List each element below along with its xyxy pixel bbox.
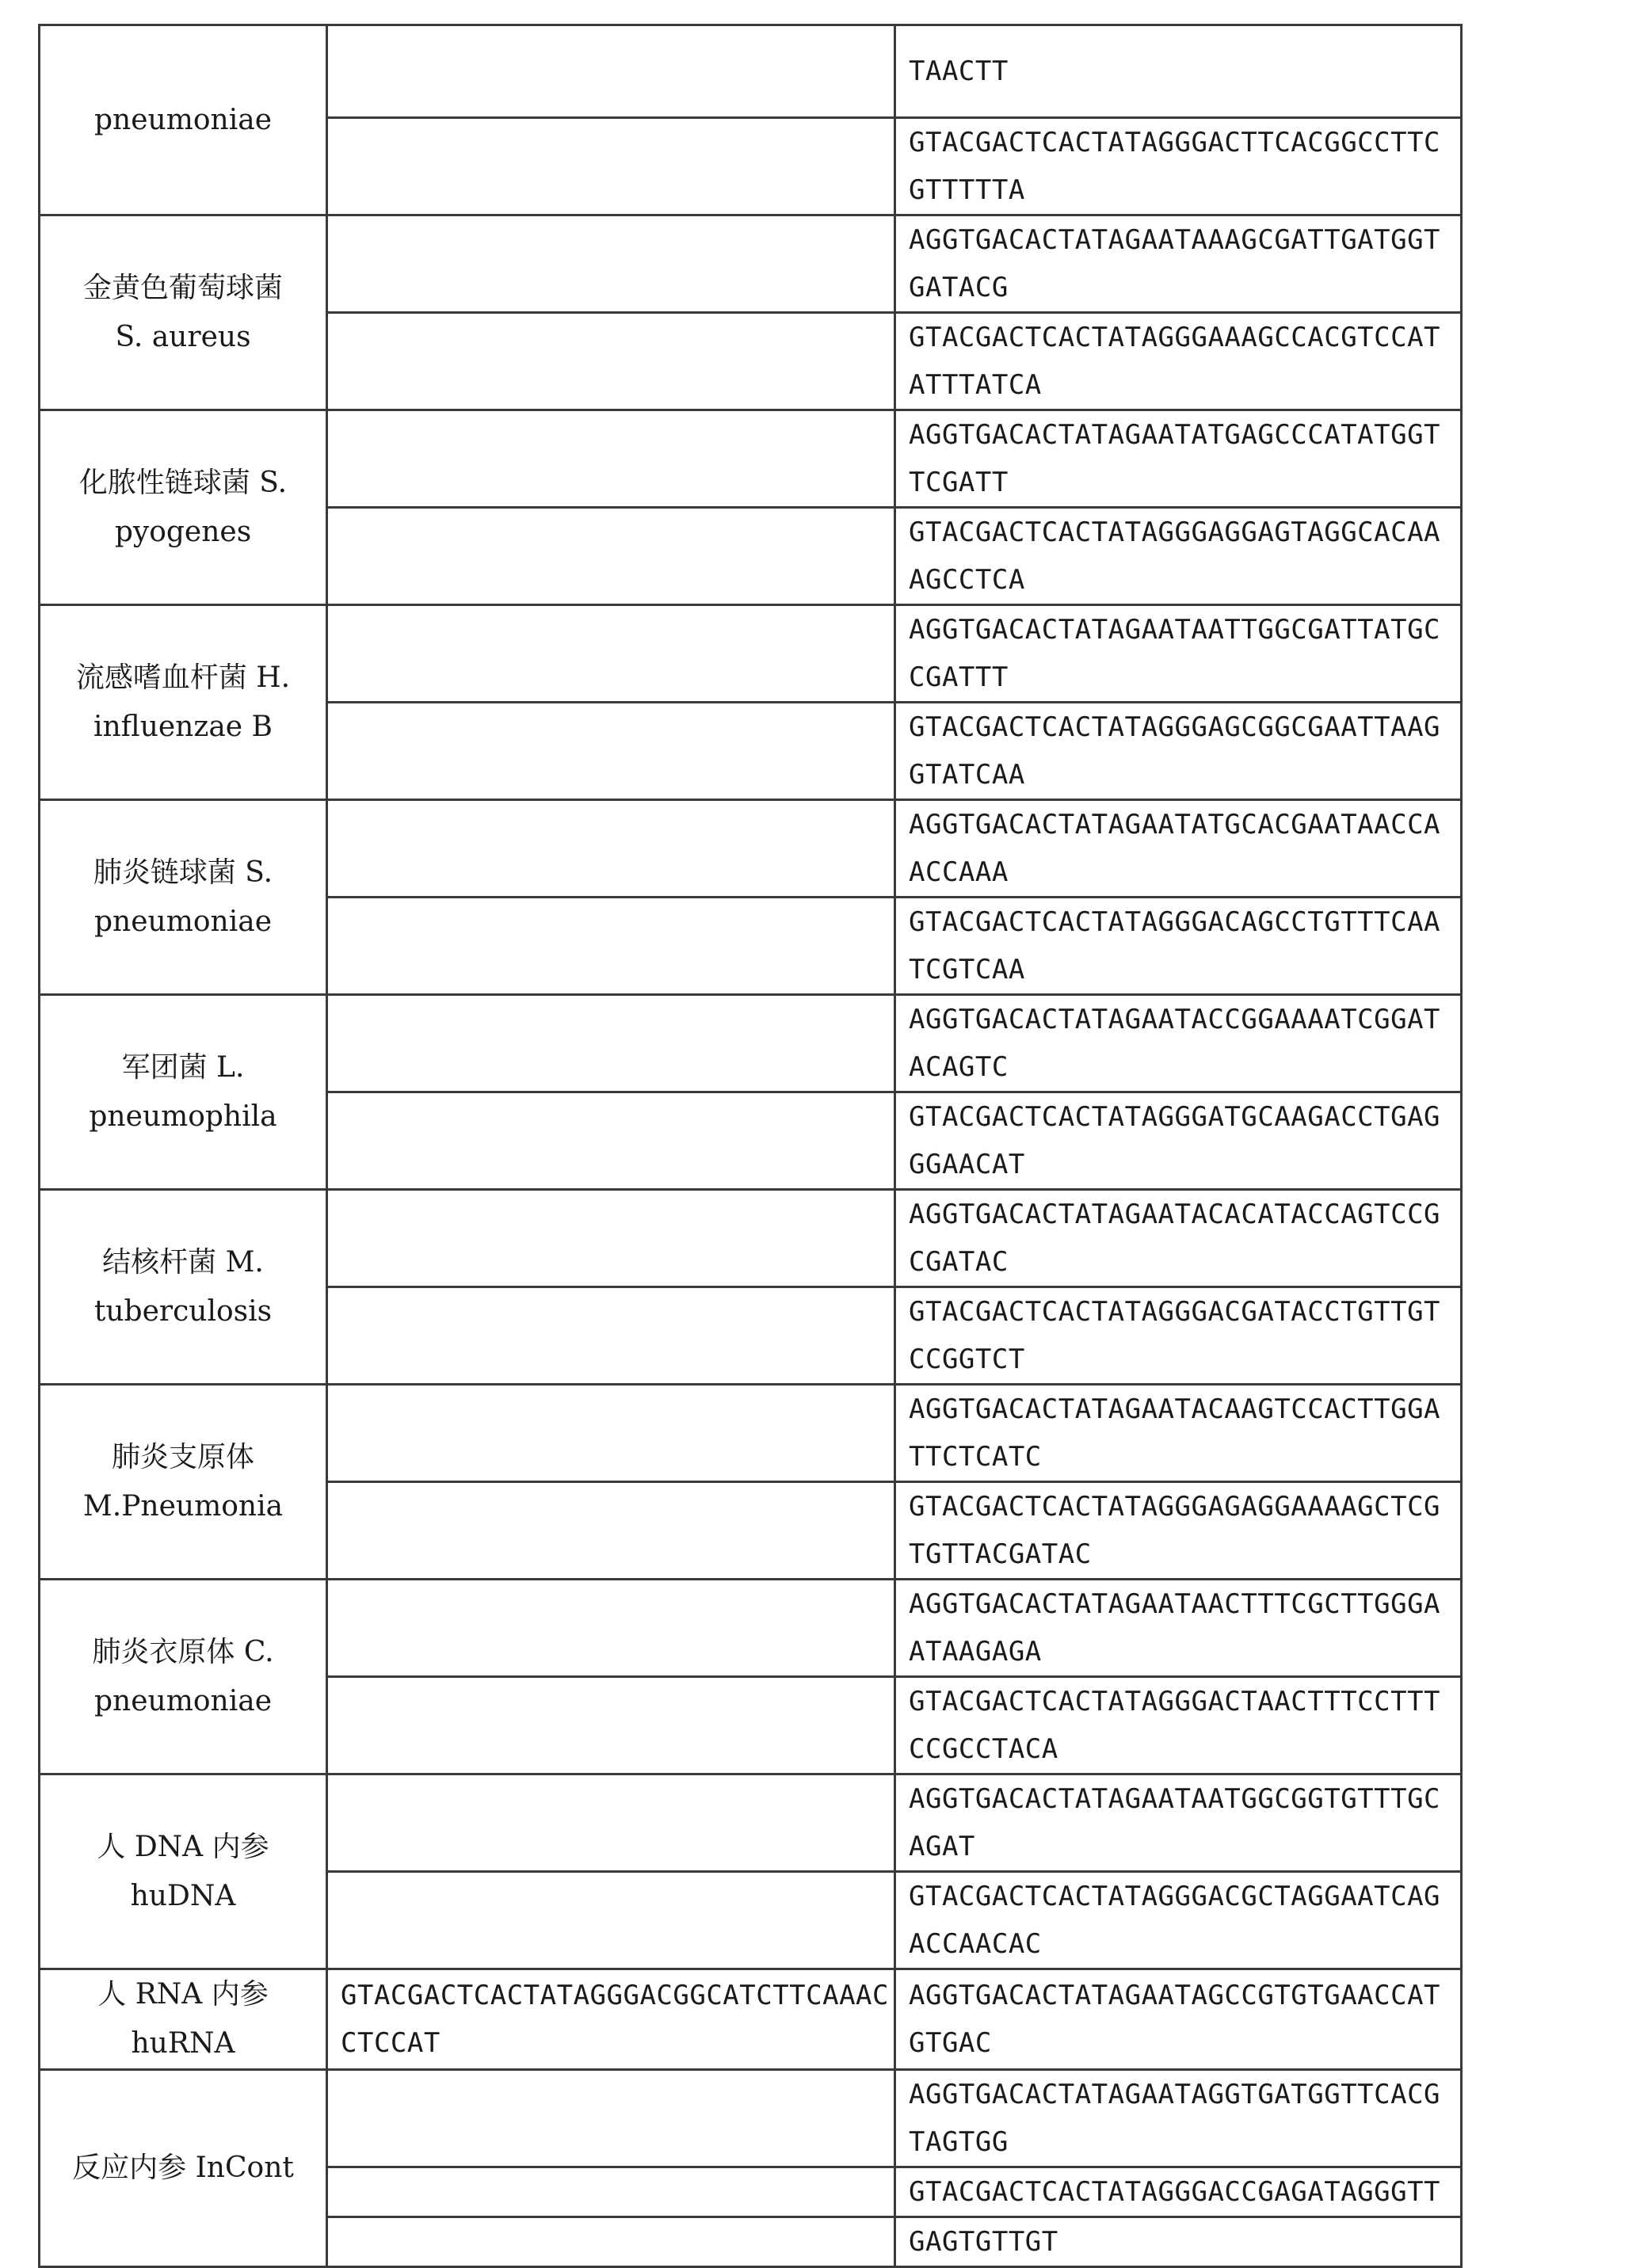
primer-sequence-cell — [895, 118, 1462, 215]
sequence-line: CCGGTCT — [909, 1344, 1025, 1375]
species-cell — [40, 995, 327, 1190]
sequence-line: ACAGTC — [909, 1051, 1009, 1083]
sequence-line: GTATCAA — [909, 759, 1025, 791]
empty-cell — [327, 508, 895, 605]
primer-table-body — [40, 25, 1462, 2267]
sequence-line: GATACG — [909, 272, 1009, 303]
empty-cell — [327, 2167, 895, 2217]
sequence-line: CCGCCTACA — [909, 1733, 1058, 1765]
sequence-line: TTCTCATC — [909, 1441, 1042, 1473]
sequence-line: CTCCAT — [341, 2027, 441, 2059]
primer-sequence-cell — [895, 1092, 1462, 1190]
empty-cell — [327, 1482, 895, 1580]
sequence-line: CGATAC — [909, 1246, 1009, 1278]
empty-cell — [327, 605, 895, 703]
primer-sequence-cell — [895, 2070, 1462, 2167]
sequence-line: GTACGACTCACTATAGGGACGCTAGGAATCAG — [909, 1881, 1441, 1912]
species-cell — [40, 605, 327, 800]
table-row — [40, 25, 1462, 118]
sequence-line: ATTTATCA — [909, 369, 1042, 401]
species-cell — [40, 215, 327, 410]
species-name-line: pneumoniae — [94, 103, 272, 136]
empty-cell — [327, 703, 895, 800]
empty-cell — [327, 800, 895, 898]
primer-sequence-cell — [895, 1580, 1462, 1677]
species-cell — [40, 25, 327, 215]
empty-cell — [327, 995, 895, 1092]
empty-cell — [327, 1092, 895, 1190]
sequence-line: GTACGACTCACTATAGGGACGGCATCTTCAAAC — [341, 1980, 890, 2011]
sequence-line: TAGTGG — [909, 2126, 1009, 2158]
species-name-line: pneumophila — [89, 1100, 277, 1133]
species-cell — [40, 1385, 327, 1580]
species-name-line: huDNA — [130, 1879, 236, 1912]
sequence-line: AGGTGACACTATAGAATACAAGTCCACTTGGA — [909, 1393, 1441, 1425]
species-cell — [40, 800, 327, 995]
species-cell — [40, 1969, 327, 2070]
species-name-line: 肺炎衣原体 C. — [92, 1635, 274, 1668]
empty-cell — [327, 118, 895, 215]
species-name-line: 反应内参 InCont — [72, 2152, 294, 2184]
species-name-line: 金黄色葡萄球菌 — [82, 271, 283, 304]
empty-cell — [327, 2070, 895, 2167]
primer-sequence-cell — [895, 2217, 1462, 2267]
sequence-line: AGGTGACACTATAGAATATGCACGAATAACCA — [909, 809, 1441, 840]
table-row — [40, 1385, 1462, 1482]
sequence-line: GTACGACTCACTATAGGGACAGCCTGTTTCAA — [909, 906, 1441, 938]
table-row — [40, 2070, 1462, 2167]
sequence-line: GTACGACTCACTATAGGGAGCGGCGAATTAAG — [909, 711, 1441, 743]
empty-cell — [327, 1190, 895, 1287]
sequence-line: GTACGACTCACTATAGGGACGATACCTGTTGT — [909, 1296, 1441, 1328]
empty-cell — [327, 25, 895, 118]
sequence-line: GGAACAT — [909, 1149, 1025, 1180]
sequence-line: AGAT — [909, 1831, 975, 1862]
sequence-line: AGGTGACACTATAGAATAGGTGATGGTTCACG — [909, 2079, 1441, 2110]
species-cell — [40, 2070, 327, 2267]
species-name-line: 肺炎链球菌 S. — [93, 856, 273, 889]
species-name-line: 人 RNA 内参 — [97, 1978, 269, 2011]
table-row — [40, 1580, 1462, 1677]
sequence-line: GTACGACTCACTATAGGGAGGAGTAGGCACAA — [909, 516, 1441, 548]
empty-cell — [327, 215, 895, 313]
sequence-line: GTACGACTCACTATAGGGAGAGGAAAAGCTCG — [909, 1491, 1441, 1523]
primer-sequence-cell — [895, 1969, 1462, 2070]
table-row — [40, 410, 1462, 508]
primer-sequence-cell — [895, 25, 1462, 118]
primer-sequence-cell — [895, 1872, 1462, 1969]
table-row — [40, 800, 1462, 898]
primer-sequence-cell — [895, 215, 1462, 313]
primer-sequence-cell — [895, 898, 1462, 995]
primer-sequence-cell — [895, 1482, 1462, 1580]
empty-cell — [327, 1677, 895, 1774]
sequence-line: TGTTACGATAC — [909, 1538, 1092, 1570]
primer-table — [38, 24, 1463, 2268]
primer-sequence-cell — [895, 508, 1462, 605]
sequence-line: AGCCTCA — [909, 564, 1025, 596]
species-name-line: 化脓性链球菌 S. — [78, 466, 288, 499]
sequence-line: TCGTCAA — [909, 954, 1025, 985]
table-row — [40, 995, 1462, 1092]
sequence-line: ACCAACAC — [909, 1928, 1042, 1960]
table-row — [40, 1969, 1462, 2070]
sequence-line: GTTTTTA — [909, 174, 1025, 206]
sequence-line: AGGTGACACTATAGAATATGAGCCCATATGGT — [909, 419, 1441, 451]
species-name-line: tuberculosis — [93, 1294, 273, 1328]
primer-sequence-cell — [895, 410, 1462, 508]
species-name-line: 结核杆菌 M. — [102, 1245, 264, 1279]
empty-cell — [327, 1774, 895, 1872]
species-cell — [40, 1774, 327, 1969]
primer-sequence-cell — [895, 1677, 1462, 1774]
sequence-line: TAACTT — [909, 55, 1009, 87]
species-name-line: pneumoniae — [94, 1684, 272, 1717]
table-row — [40, 215, 1462, 313]
primer-sequence-cell — [895, 995, 1462, 1092]
sequence-line: TCGATT — [909, 467, 1009, 498]
species-name-line: pneumoniae — [94, 905, 272, 938]
empty-cell — [327, 313, 895, 410]
sequence-line: GTGAC — [909, 2027, 992, 2059]
species-cell — [40, 410, 327, 605]
species-name-line: 人 DNA 内参 — [97, 1830, 269, 1863]
table-row — [40, 605, 1462, 703]
empty-cell — [327, 1872, 895, 1969]
sequence-line: CGATTT — [909, 661, 1009, 693]
empty-cell — [327, 1287, 895, 1385]
species-name-line: pyogenes — [114, 515, 252, 548]
sequence-line: AGGTGACACTATAGAATAAAGCGATTGATGGT — [909, 224, 1441, 256]
sequence-line: ACCAAA — [909, 856, 1009, 888]
primer-sequence-cell — [895, 1190, 1462, 1287]
sequence-line: AGGTGACACTATAGAATAACTTTCGCTTGGGA — [909, 1588, 1441, 1620]
primer-sequence-cell — [895, 703, 1462, 800]
primer-sequence-cell — [895, 1774, 1462, 1872]
sequence-line: GAGTGTTGT — [909, 2226, 1058, 2258]
sequence-line: GTACGACTCACTATAGGGACTTCACGGCCTTC — [909, 127, 1441, 158]
species-name-line: huRNA — [131, 2027, 235, 2060]
species-name-line: S. aureus — [115, 320, 251, 353]
empty-cell — [327, 1385, 895, 1482]
species-cell — [40, 1580, 327, 1774]
species-name-line: influenzae B — [93, 710, 273, 743]
sequence-line: GTACGACTCACTATAGGGATGCAAGACCTGAG — [909, 1101, 1441, 1133]
sequence-line: AGGTGACACTATAGAATAGCCGTGTGAACCAT — [909, 1980, 1441, 2011]
sequence-line: AGGTGACACTATAGAATACACATACCAGTCCG — [909, 1199, 1441, 1230]
sequence-line: AGGTGACACTATAGAATACCGGAAAATCGGAT — [909, 1004, 1441, 1035]
empty-cell — [327, 898, 895, 995]
species-cell — [40, 1190, 327, 1385]
species-name-line: M.Pneumonia — [82, 1489, 284, 1523]
primer-sequence-cell — [895, 605, 1462, 703]
species-name-line: 军团菌 L. — [121, 1050, 245, 1084]
empty-cell — [327, 410, 895, 508]
empty-cell — [327, 1580, 895, 1677]
species-name-line: 流感嗜血杆菌 H. — [75, 661, 291, 694]
primer-sequence-cell — [895, 800, 1462, 898]
primer-sequence-cell — [895, 1287, 1462, 1385]
empty-cell — [327, 2217, 895, 2267]
primer-sequence-cell — [895, 1385, 1462, 1482]
sequence-line: GTACGACTCACTATAGGGACCGAGATAGGGTT — [909, 2176, 1441, 2208]
species-name-line: 肺炎支原体 — [111, 1440, 254, 1473]
sequence-line: GTACGACTCACTATAGGGAAAGCCACGTCCAT — [909, 322, 1441, 353]
table-row — [40, 1190, 1462, 1287]
probe-sequence-cell — [327, 1969, 895, 2070]
primer-sequence-cell — [895, 313, 1462, 410]
primer-sequence-cell — [895, 2167, 1462, 2217]
sequence-line: GTACGACTCACTATAGGGACTAACTTTCCTTT — [909, 1686, 1441, 1717]
sequence-line: AGGTGACACTATAGAATAATGGCGGTGTTTGC — [909, 1783, 1441, 1815]
sequence-line: ATAAGAGA — [909, 1636, 1042, 1668]
sequence-line: AGGTGACACTATAGAATAATTGGCGATTATGC — [909, 614, 1441, 646]
table-row — [40, 1774, 1462, 1872]
